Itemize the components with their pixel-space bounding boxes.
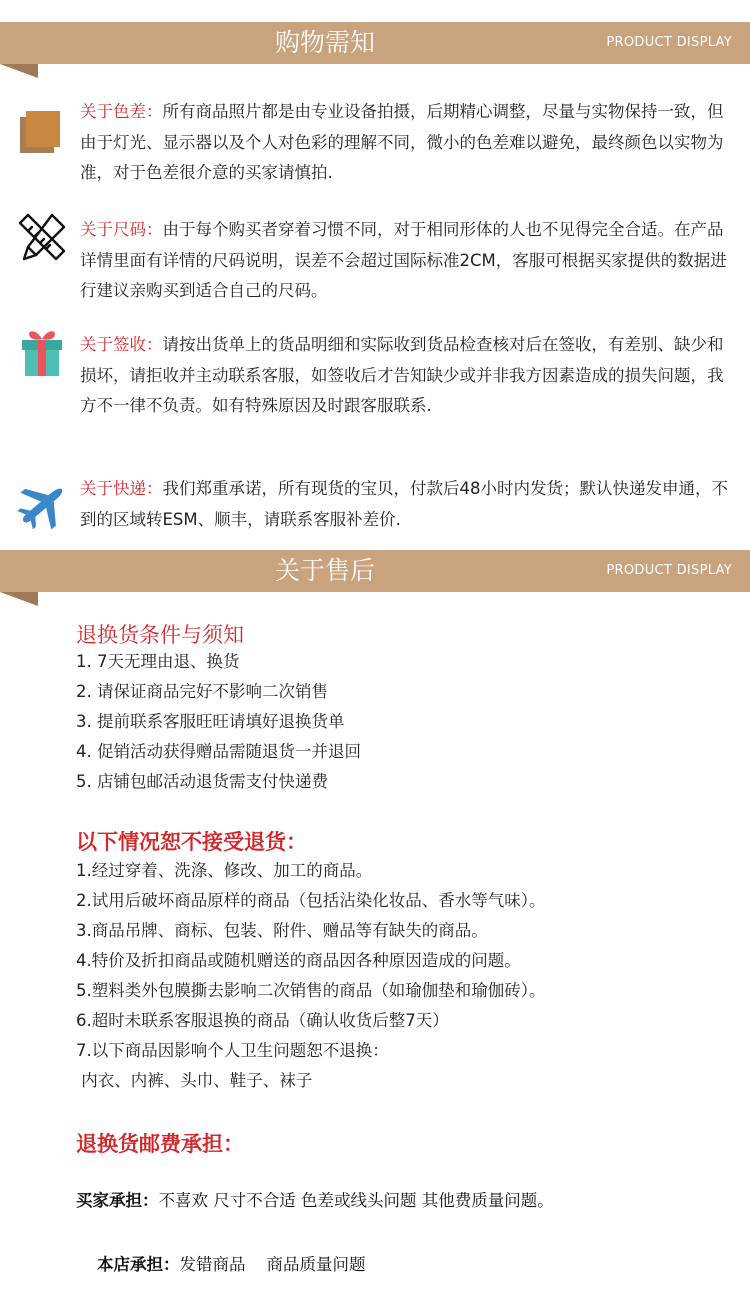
store-label: 本店承担： xyxy=(96,1255,180,1274)
color-swatch-icon xyxy=(14,101,70,157)
buyer-label: 买家承担： xyxy=(76,1191,159,1210)
airplane-icon xyxy=(14,478,70,534)
banner-subtitle: PRODUCT DISPLAY xyxy=(606,35,732,50)
postage-list xyxy=(76,1185,736,1274)
list-item: 1. 7天无理由退、换货 xyxy=(76,652,240,671)
notice-label: 关于快递： xyxy=(80,479,163,498)
notice-text xyxy=(80,215,728,307)
banner-title: 购物需知 xyxy=(274,28,375,57)
notice-body: 请按出货单上的货品明细和实际收到货品检查核对后在签收，有差别、缺少和损坏，请拒收并主动联系客服，如签收后才告知缺少或并非我方因素造成的损失问题，我方不一律不负责。如有特殊原因及时跟客服联系. xyxy=(80,335,724,415)
not-accepted-list xyxy=(76,856,726,1096)
list-item: 6.超时未联系客服退换的商品（确认收货后整7天） xyxy=(76,1011,449,1030)
postage-title: 退换货邮费承担： xyxy=(76,1132,244,1156)
list-item: 2. 请保证商品完好不影响二次销售 xyxy=(76,682,328,701)
notice-body: 由于每个购买者穿着习惯不同，对于相同形体的人也不见得完全合适。在产品详情里面有详情的尺码说明，误差不会超过国际标准2CM，客服可根据买家提供的数据进行建议亲购买到适合自己的尺码。 xyxy=(80,220,727,300)
store-postage-row xyxy=(76,1217,736,1274)
list-item: 7.以下商品因影响个人卫生问题恕不退换： xyxy=(76,1041,389,1060)
buyer-text: 不喜欢 尺寸不合适 色差或线头问题 其他费质量问题。 xyxy=(158,1191,554,1210)
store-text: 发错商品 商品质量问题 xyxy=(179,1255,366,1274)
notice-label: 关于尺码： xyxy=(80,220,163,239)
notice-text xyxy=(80,97,728,189)
banner-fold xyxy=(0,64,38,78)
notice-body: 我们郑重承诺，所有现货的宝贝，付款后48小时内发货；默认快递发申通，不到的区域转ESM、顺丰，请联系客服补差价. xyxy=(80,479,728,529)
list-item: 2.试用后破坏商品原样的商品（包括沾染化妆品、香水等气味）。 xyxy=(76,891,546,910)
not-accepted-title: 以下情况恕不接受退货： xyxy=(76,830,307,854)
list-item: 4. 促销活动获得赠品需随退货一并退回 xyxy=(76,742,361,761)
return-conditions-list xyxy=(76,647,726,797)
notice-text xyxy=(80,330,728,422)
list-item: 3. 提前联系客服旺旺请填好退换货单 xyxy=(76,712,345,731)
list-item: 1.经过穿着、洗涤、修改、加工的商品。 xyxy=(76,861,373,880)
return-conditions-title: 退换货条件与须知 xyxy=(76,623,244,647)
gift-icon xyxy=(14,324,70,380)
banner-fold xyxy=(0,592,38,606)
notice-body: 所有商品照片都是由专业设备拍摄，后期精心调整，尽量与实物保持一致，但由于灯光、显示器以及个人对色彩的理解不同，微小的色差难以避免，最终颜色以实物为准，对于色差很介意的买家请慎拍. xyxy=(80,102,724,182)
banner-after-sales xyxy=(0,550,750,606)
ruler-pencil-icon xyxy=(14,209,70,265)
list-item: 3.商品吊牌、商标、包装、附件、赠品等有缺失的商品。 xyxy=(76,921,488,940)
buyer-postage-row xyxy=(76,1185,736,1217)
list-item: 4.特价及折扣商品或随机赠送的商品因各种原因造成的问题。 xyxy=(76,951,521,970)
banner-title: 关于售后 xyxy=(274,556,375,585)
notice-label: 关于签收： xyxy=(80,335,163,354)
notice-label: 关于色差： xyxy=(80,102,163,121)
banner-subtitle: PRODUCT DISPLAY xyxy=(606,563,732,578)
list-item: 5. 店铺包邮活动退货需支付快递费 xyxy=(76,772,328,791)
notice-text xyxy=(80,474,728,535)
banner-shopping-notice xyxy=(0,22,750,78)
list-item: 内衣、内裤、头巾、鞋子、袜子 xyxy=(76,1071,313,1090)
list-item: 5.塑料类外包膜撕去影响二次销售的商品（如瑜伽垫和瑜伽砖）。 xyxy=(76,981,546,1000)
